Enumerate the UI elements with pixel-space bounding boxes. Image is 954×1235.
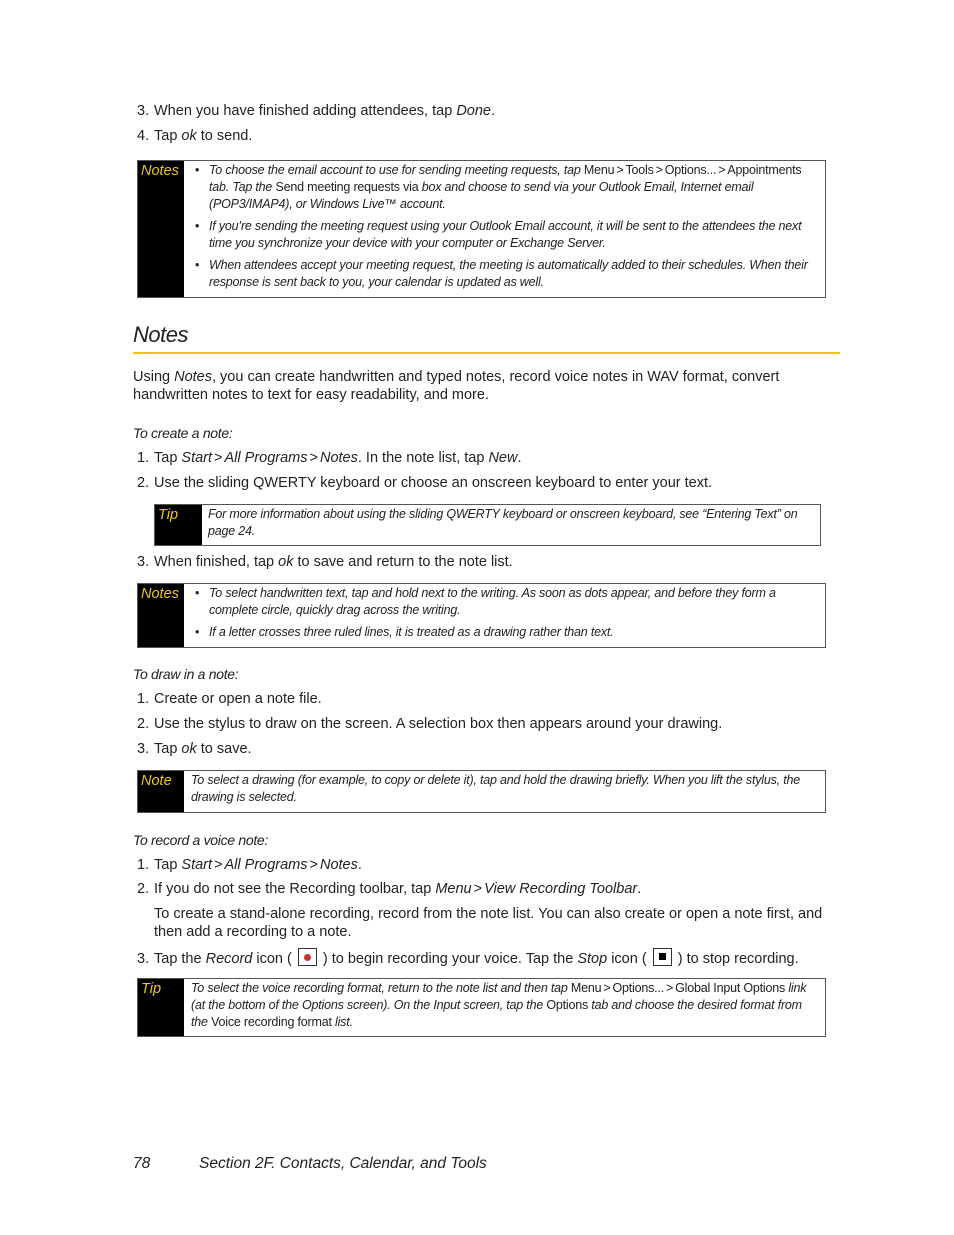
draw-heading: To draw in a note:: [133, 666, 239, 682]
create-step-1: 1. Tap Start > All Programs > Notes. In the note list, tap New.: [137, 450, 522, 466]
notes-body: [184, 161, 825, 297]
section-rule: [133, 352, 840, 354]
footer-section: Section 2F. Contacts, Calendar, and Tools: [199, 1155, 487, 1172]
record-step-1: 1. Tap Start > All Programs > Notes.: [137, 857, 362, 873]
note-item: • To select handwritten text, tap and hold next to the writing. As soon as dots appear, and before they form a complete circle, quickly drag across the writing.: [195, 586, 776, 617]
tip-label: Tip: [155, 505, 202, 545]
note-item: • When attendees accept your meeting request, the meeting is automatically added to their schedules. When their response is sent back to you, your calendar is updated as well.: [195, 258, 808, 289]
draw-step-3: 3. Tap ok to save.: [137, 741, 252, 757]
section-intro: Using Notes, you can create handwritten and typed notes, record voice notes in WAV format, convert handwritten notes to text for easy readability, and more.: [133, 369, 780, 403]
tip-body: To select the voice recording format, return to the note list and then tap Menu > Options... > Global Input Options link (at the bottom of the Options screen). On the Input screen, tap the Options tab and choose the desired format from the Voice recording format list.: [191, 981, 807, 1029]
note-box-drawing: [137, 770, 826, 813]
note-item: • If you’re sending the meeting request using your Outlook Email account, it will be sent to the attendees the next time you synchronize your device with your computer or Exchange Server.: [195, 219, 802, 250]
tip-label: Tip: [138, 979, 184, 1036]
step-tap-ok-send: 4. Tap ok to send.: [137, 128, 253, 144]
note-item: • To choose the email account to use for sending meeting requests, tap Menu > Tools > Options... > Appointments tab. Tap the Send meeting requests via box and choose to send via your Outlook Email, Internet email (POP3/IMAP4), or Windows Live™ account.: [195, 163, 802, 211]
note-label: Note: [138, 771, 184, 812]
stop-icon: [653, 948, 672, 966]
record-step-3: 3. Tap the Record icon ( ) to begin recording your voice. Tap the Stop icon ( ) to stop recording.: [137, 948, 799, 968]
tip-box-voice-format: [137, 978, 826, 1037]
create-step-2: 2. Use the sliding QWERTY keyboard or choose an onscreen keyboard to enter your text.: [137, 475, 713, 491]
page-number: 78: [133, 1155, 151, 1172]
section-title: Notes: [133, 322, 188, 347]
notes-box-meeting: [137, 160, 826, 298]
step-finish-attendees: 3. When you have finished adding attendees, tap Done.: [137, 103, 496, 119]
record-step-2-detail: To create a stand-alone recording, record from the note list. You can also create or open a note first, and then add a recording to a note.: [154, 906, 823, 940]
record-icon: [298, 948, 317, 966]
tip-box-keyboard: [154, 504, 821, 546]
record-heading: To record a voice note:: [133, 832, 269, 848]
tip-body: For more information about using the sliding QWERTY keyboard or onscreen keyboard, see “Entering Text” on page 24.: [208, 507, 798, 538]
notes-label: Notes: [138, 584, 184, 647]
notes-body: [184, 584, 825, 647]
notes-label: Notes: [138, 161, 184, 297]
draw-step-2: 2. Use the stylus to draw on the screen. A selection box then appears around your drawing.: [137, 716, 723, 732]
create-step-3: 3. When finished, tap ok to save and return to the note list.: [137, 554, 513, 570]
notes-box-handwriting: [137, 583, 826, 648]
record-step-2: 2. If you do not see the Recording toolbar, tap Menu > View Recording Toolbar.: [137, 881, 642, 897]
note-item: • If a letter crosses three ruled lines, it is treated as a drawing rather than text.: [195, 625, 614, 639]
draw-step-1: 1. Create or open a note file.: [137, 691, 322, 707]
create-heading: To create a note:: [133, 425, 233, 441]
note-body: To select a drawing (for example, to copy or delete it), tap and hold the drawing briefly. When you lift the stylus, the drawing is selected.: [191, 773, 800, 804]
